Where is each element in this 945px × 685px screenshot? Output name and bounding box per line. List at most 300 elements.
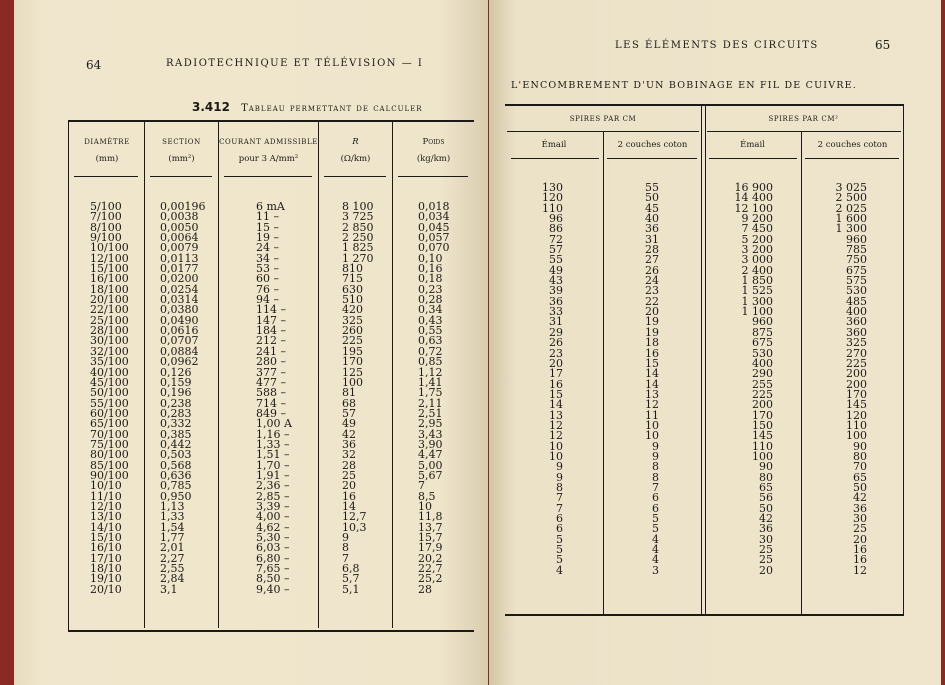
table-cell: 810 [342, 262, 363, 276]
table-cell: 36 [342, 437, 356, 451]
table-cell: 10/10 [90, 479, 122, 493]
header-resistance-unit: (Ω/km) [340, 154, 371, 164]
header-underline [224, 176, 312, 177]
table-cell: 120 [846, 408, 867, 422]
table-cell: 200 [846, 377, 867, 391]
table-cell: 6,03 – [256, 541, 290, 555]
table-cell: 4,47 [418, 448, 443, 462]
table-cell: 22 [645, 294, 659, 308]
table-cell: 25 [342, 468, 356, 482]
table-cell: 81 [342, 386, 356, 400]
table-cell: 14 [549, 398, 563, 412]
table-cell: 57 [549, 243, 563, 257]
column-diametre [90, 202, 142, 595]
page-number: 64 [86, 58, 102, 72]
table-cell: 2,36 – [256, 479, 290, 493]
header-diametre-unit: (mm) [95, 154, 119, 164]
table-cell: 86 [549, 222, 563, 236]
table-cell: 80/100 [90, 448, 129, 462]
table-cell: 588 – [256, 386, 286, 400]
header-courant-unit: pour 3 A/mm² [238, 154, 299, 164]
table-cell: 2,51 [418, 406, 443, 420]
table-cell: 2,55 [160, 562, 185, 576]
table-cell: 19/10 [90, 572, 122, 586]
table-cell: 56 [759, 491, 773, 505]
table-cell: 43 [549, 274, 563, 288]
table-cell: 7/100 [90, 210, 122, 224]
table-cell: 7 [556, 501, 563, 515]
table-cell: 65 [853, 470, 867, 484]
table-cell: 225 [846, 356, 867, 370]
table-cell: 7 [342, 551, 349, 565]
table-cell: 30/100 [90, 334, 129, 348]
table-cell: 145 [846, 398, 867, 412]
table-cell: 1 270 [342, 251, 374, 265]
table-cell: 5,1 [342, 582, 360, 596]
table-cell: 65/100 [90, 417, 129, 431]
table-cell: 1,13 [160, 499, 185, 513]
table-cell: 0,0038 [160, 210, 199, 224]
table-cell: 420 [342, 303, 363, 317]
table-cell: 50 [853, 480, 867, 494]
table-cell: 19 [645, 315, 659, 329]
table-cell: 1 300 [741, 294, 773, 308]
table-cell: 0,0064 [160, 231, 199, 245]
table-cell: 3,43 [418, 427, 443, 441]
table-cell: 2,84 [160, 572, 185, 586]
table-cell: 0,070 [418, 241, 450, 255]
header-resistance-label: R [352, 137, 359, 147]
table-cell: 19 [645, 325, 659, 339]
table-cell: 260 [342, 324, 363, 338]
table-cell: 35/100 [90, 355, 129, 369]
table-cell: 4 [652, 543, 659, 557]
table-cell: 13,7 [418, 520, 443, 534]
table-cell: 20/100 [90, 293, 129, 307]
table-cell: 5,00 [418, 458, 443, 472]
table-cell: 170 [342, 355, 363, 369]
table-cell: 36 [759, 522, 773, 536]
table-cell: 212 – [256, 334, 286, 348]
table-cell: 42 [853, 491, 867, 505]
table-cell: 4 [652, 553, 659, 567]
table-cell: 6 [556, 512, 563, 525]
table-cell: 70/100 [90, 427, 129, 441]
table-cell: 3 [652, 563, 659, 577]
column-divider [603, 132, 604, 614]
table-cell: 68 [342, 396, 356, 410]
table-cell: 53 – [256, 262, 279, 276]
table-cell: 5/100 [90, 200, 122, 213]
table-cell: 90 [853, 439, 867, 453]
table-cell: 9 [342, 531, 349, 544]
table-cell: 16 [853, 553, 867, 567]
table-cell: 0,28 [418, 293, 443, 307]
column-cm2-coton [825, 183, 867, 576]
table-cell: 1,16 – [256, 427, 290, 441]
table-cell: 200 [752, 398, 773, 412]
table-cell: 360 [846, 325, 867, 339]
table-cell: 6,8 [342, 562, 360, 576]
table-cell: 50 [645, 191, 659, 205]
table-cell: 70 [853, 460, 867, 474]
table-cell: 15 [549, 387, 563, 401]
table-cell: 75/100 [90, 437, 129, 451]
table-cell: 4,00 – [256, 510, 290, 524]
table-cell: 325 [342, 313, 363, 327]
table-cell: 377 – [256, 365, 286, 379]
table-cell: 3 000 [741, 253, 773, 267]
table-cell: 477 – [256, 375, 286, 389]
table-cell: 1 825 [342, 241, 374, 255]
table-cell: 25,2 [418, 572, 443, 586]
column-cm-coton [629, 183, 659, 576]
table-cell: 960 [752, 315, 773, 329]
header-poids-label: Poids [422, 137, 445, 147]
table-cell: 0,034 [418, 210, 450, 224]
table-cell: 0,950 [160, 489, 192, 503]
table-cell: 530 [752, 346, 773, 360]
table-cell: 1,75 [418, 386, 443, 400]
table-cell: 12/100 [90, 251, 129, 265]
table-cell: 0,16 [418, 262, 443, 276]
header-email-cm: Émail [541, 140, 567, 150]
table-cell: 3 025 [835, 181, 867, 194]
table-cell: 8,50 – [256, 572, 290, 586]
table-cell: 1,12 [418, 365, 443, 379]
table-cell: 20 [342, 479, 356, 493]
table-cell: 11,8 [418, 510, 443, 524]
table-cell: 13 [549, 408, 563, 422]
table-cell: 0,442 [160, 437, 192, 451]
table-cell: 6 [652, 491, 659, 505]
table-cell: 55 [645, 181, 659, 194]
table-cell: 20/10 [90, 582, 122, 596]
header-poids [393, 134, 474, 168]
table-cell: 150 [752, 418, 773, 432]
table-cell: 30 [759, 532, 773, 546]
table-cell: 750 [846, 253, 867, 267]
table-cell: 16 900 [734, 181, 773, 194]
table-cell: 9/100 [90, 231, 122, 245]
table-cell: 25 [853, 522, 867, 536]
table-cell: 2 025 [835, 201, 867, 215]
header-coton-cm: 2 couches coton [617, 140, 688, 150]
table-cell: 225 [342, 334, 363, 348]
table-cell: 849 – [256, 406, 286, 420]
header-section [145, 134, 218, 168]
table-cell: 20 [759, 563, 773, 577]
table-cell: 28 [418, 582, 432, 596]
table-cell: 0,0490 [160, 313, 199, 327]
table-cell: 24 [645, 274, 659, 288]
table-cell: 26 [549, 336, 563, 350]
table-cell: 184 – [256, 324, 286, 338]
header-poids-unit: (kg/km) [416, 154, 451, 164]
table-left-border [68, 120, 69, 632]
header-underline [74, 176, 138, 177]
table-cell: 1,41 [418, 375, 443, 389]
table-title-number: 3.412 [192, 100, 230, 114]
header-underline [150, 176, 212, 177]
table-cell: 3 200 [741, 243, 773, 257]
table-cell: 0,00196 [160, 200, 206, 213]
table-cell: 6 [556, 522, 563, 536]
table-cell: 14/10 [90, 520, 122, 534]
header-spires-cm: SPIRES PAR CM [569, 115, 637, 123]
table-cell: 0,55 [418, 324, 443, 338]
table-cell: 170 [752, 408, 773, 422]
table-cell: 40/100 [90, 365, 129, 379]
table-cell: 8,5 [418, 489, 436, 503]
table-cell: 100 [342, 375, 363, 389]
table-cell: 400 [846, 305, 867, 319]
table-cell: 18/100 [90, 282, 129, 296]
table-cell: 55/100 [90, 396, 129, 410]
table-cell: 0,0616 [160, 324, 199, 338]
table-cell: 9 200 [741, 212, 773, 226]
table-cell: 5 [652, 512, 659, 525]
header-resistance [319, 134, 392, 168]
table-cell: 147 – [256, 313, 286, 327]
table-cell: 1,51 – [256, 448, 290, 462]
table-cell: 9 [652, 449, 659, 463]
table-cell: 16 [645, 346, 659, 360]
table-cell: 26 [645, 263, 659, 277]
table-cell: 1 100 [741, 305, 773, 319]
table-cell: 0,636 [160, 468, 192, 482]
table-cell: 94 – [256, 293, 279, 307]
table-cell: 714 – [256, 396, 286, 410]
table-cell: 9 [556, 460, 563, 474]
table-cell: 16 [549, 377, 563, 391]
table-cell: 125 [342, 365, 363, 379]
header-spires-cm2: SPIRES PAR CM² [768, 115, 839, 123]
table-cell: 100 [752, 449, 773, 463]
table-cell: 40 [645, 212, 659, 226]
table-cell: 114 – [256, 303, 286, 317]
table-cell: 28/100 [90, 324, 129, 338]
table-cell: 50 [759, 501, 773, 515]
header-section-label: SECTION [162, 138, 201, 146]
table-cell: 14 [645, 367, 659, 381]
table-cell: 8 [652, 460, 659, 474]
table-cell: 72 [549, 232, 563, 246]
table-cell: 7 450 [741, 222, 773, 236]
table-cell: 12 100 [734, 201, 773, 215]
table-cell: 90 [759, 460, 773, 474]
table-cell: 5 [556, 553, 563, 567]
table-cell: 0,057 [418, 231, 450, 245]
table-cell: 1,70 – [256, 458, 290, 472]
table-cell: 96 [549, 212, 563, 226]
column-cm-email [529, 183, 563, 576]
column-courant [256, 202, 316, 595]
table-cell: 11/10 [90, 489, 122, 503]
table-cell: 5,7 [342, 572, 360, 586]
table-cell: 0,283 [160, 406, 192, 420]
table-cell: 25 [759, 553, 773, 567]
right-page [489, 0, 941, 685]
table-cell: 15/100 [90, 262, 129, 276]
table-cell: 5,30 – [256, 531, 290, 544]
table-cell: 0,0380 [160, 303, 199, 317]
table-cell: 18 [645, 336, 659, 350]
table-title-text: Tableau permettant de calculer [241, 103, 423, 114]
table-cell: 8 [652, 470, 659, 484]
table-cell: 34 – [256, 251, 279, 265]
table-cell: 10 [549, 449, 563, 463]
table-cell: 0,785 [160, 479, 192, 493]
header-email-cm2: Émail [740, 140, 765, 150]
table-cell: 675 [846, 263, 867, 277]
table-cell: 0,0177 [160, 262, 199, 276]
table-cell: 2,01 [160, 541, 185, 555]
column-poids [418, 202, 470, 595]
table-cell: 7 [556, 491, 563, 505]
table-cell: 110 [542, 201, 563, 215]
table-bottom-rule [68, 630, 474, 632]
column-divider [218, 122, 219, 628]
table-cell: 2,11 [418, 396, 443, 410]
table-cell: 8 [556, 480, 563, 494]
table-cell: 6 mA [256, 200, 285, 213]
table-cell: 2 250 [342, 231, 374, 245]
table-cell: 630 [342, 282, 363, 296]
table-cell: 1 600 [835, 212, 867, 226]
table-cell: 0,0707 [160, 334, 199, 348]
table-cell: 241 – [256, 344, 286, 358]
table-cell: 15,7 [418, 531, 443, 544]
table-cell: 15 – [256, 220, 279, 234]
header-diametre [70, 134, 144, 168]
table-title [192, 96, 423, 115]
table-cell: 0,0254 [160, 282, 199, 296]
table-cell: 0,568 [160, 458, 192, 472]
table-cell: 1,33 [160, 510, 185, 524]
table-cell: 19 – [256, 231, 279, 245]
table-cell: 6 [652, 501, 659, 515]
header-diametre-label: DIAMÈTRE [84, 138, 130, 146]
header-underline [398, 176, 468, 177]
table-cell: 65 [759, 480, 773, 494]
table-cell: 2,95 [418, 417, 443, 431]
table-cell: 12/10 [90, 499, 122, 513]
table-cell: 10 [645, 429, 659, 443]
table-cell: 290 [752, 367, 773, 381]
table-cell: 7 [652, 480, 659, 494]
table-cell: 120 [542, 191, 563, 205]
table-cell: 17/10 [90, 551, 122, 565]
table-cell: 17,9 [418, 541, 443, 555]
table-cell: 1 850 [741, 274, 773, 288]
table-cell: 5 [652, 522, 659, 536]
table-cell: 90/100 [90, 468, 129, 482]
table-cell: 45 [645, 201, 659, 215]
table-cell: 3,39 – [256, 499, 290, 513]
table-cell: 1,91 – [256, 468, 290, 482]
table-cell: 8/100 [90, 220, 122, 234]
group-underline [707, 131, 901, 132]
header-courant [219, 134, 318, 168]
table-cell: 1 300 [835, 222, 867, 236]
table-cell: 12 [549, 429, 563, 443]
table-cell: 4 [652, 532, 659, 546]
table-cell: 0,238 [160, 396, 192, 410]
table-cell: 30 [853, 512, 867, 525]
table-cell: 530 [846, 284, 867, 298]
table-cell: 20 [549, 356, 563, 370]
table-cell: 13 [645, 387, 659, 401]
table-cell: 1,33 – [256, 437, 290, 451]
table-cell: 36 [549, 294, 563, 308]
table-cell: 28 [645, 243, 659, 257]
table-cell: 280 – [256, 355, 286, 369]
table-cell: 0,63 [418, 334, 443, 348]
table-cell: 23 [645, 284, 659, 298]
table-cell: 2 850 [342, 220, 374, 234]
table-cell: 0,43 [418, 313, 443, 327]
table-cell: 200 [846, 367, 867, 381]
table-cell: 20 [853, 532, 867, 546]
table-cell: 10,3 [342, 520, 367, 534]
table-cell: 16 [342, 489, 356, 503]
table-cell: 57 [342, 406, 356, 420]
table-cell: 85/100 [90, 458, 129, 472]
table-cell: 39 [549, 284, 563, 298]
table-cell: 0,126 [160, 365, 192, 379]
table-cell: 0,0884 [160, 344, 199, 358]
table-cell: 2,27 [160, 551, 185, 565]
table-cell: 42 [342, 427, 356, 441]
table-cell: 255 [752, 377, 773, 391]
table-cell: 0,0113 [160, 251, 199, 265]
table-cell: 485 [846, 294, 867, 308]
table-cell: 3 725 [342, 210, 374, 224]
table-cell: 17 [549, 367, 563, 381]
column-section [160, 202, 216, 595]
table-cell: 785 [846, 243, 867, 257]
table-cell: 10 [645, 418, 659, 432]
table-cell: 0,0050 [160, 220, 199, 234]
table-cell: 33 [549, 305, 563, 319]
table-cell: 23 [549, 346, 563, 360]
table-cell: 15 [645, 356, 659, 370]
table-cell: 110 [752, 439, 773, 453]
running-head: LES ÉLÉMENTS DES CIRCUITS [615, 40, 819, 51]
table-cell: 60/100 [90, 406, 129, 420]
table-cell: 875 [752, 325, 773, 339]
table-cell: 0,045 [418, 220, 450, 234]
table-cell: 12 [645, 398, 659, 412]
table-cell: 10/100 [90, 241, 129, 255]
table-cell: 170 [846, 387, 867, 401]
table-cell: 5 200 [741, 232, 773, 246]
table-cell: 0,159 [160, 375, 192, 389]
table-cell: 4,62 – [256, 520, 290, 534]
header-courant-label: COURANT ADMISSIBLE [219, 138, 318, 146]
table-cell: 1 525 [741, 284, 773, 298]
table-cell: 270 [846, 346, 867, 360]
table-cell: 960 [846, 232, 867, 246]
table-cell: 225 [752, 387, 773, 401]
table-cell: 0,018 [418, 200, 450, 213]
table-cell: 0,34 [418, 303, 443, 317]
table-cell: 0,332 [160, 417, 192, 431]
table-title-continuation: L'ENCOMBREMENT D'UN BOBINAGE EN FIL DE CUIVRE. [511, 80, 858, 91]
table-cell: 575 [846, 274, 867, 288]
header-underline [511, 158, 599, 159]
